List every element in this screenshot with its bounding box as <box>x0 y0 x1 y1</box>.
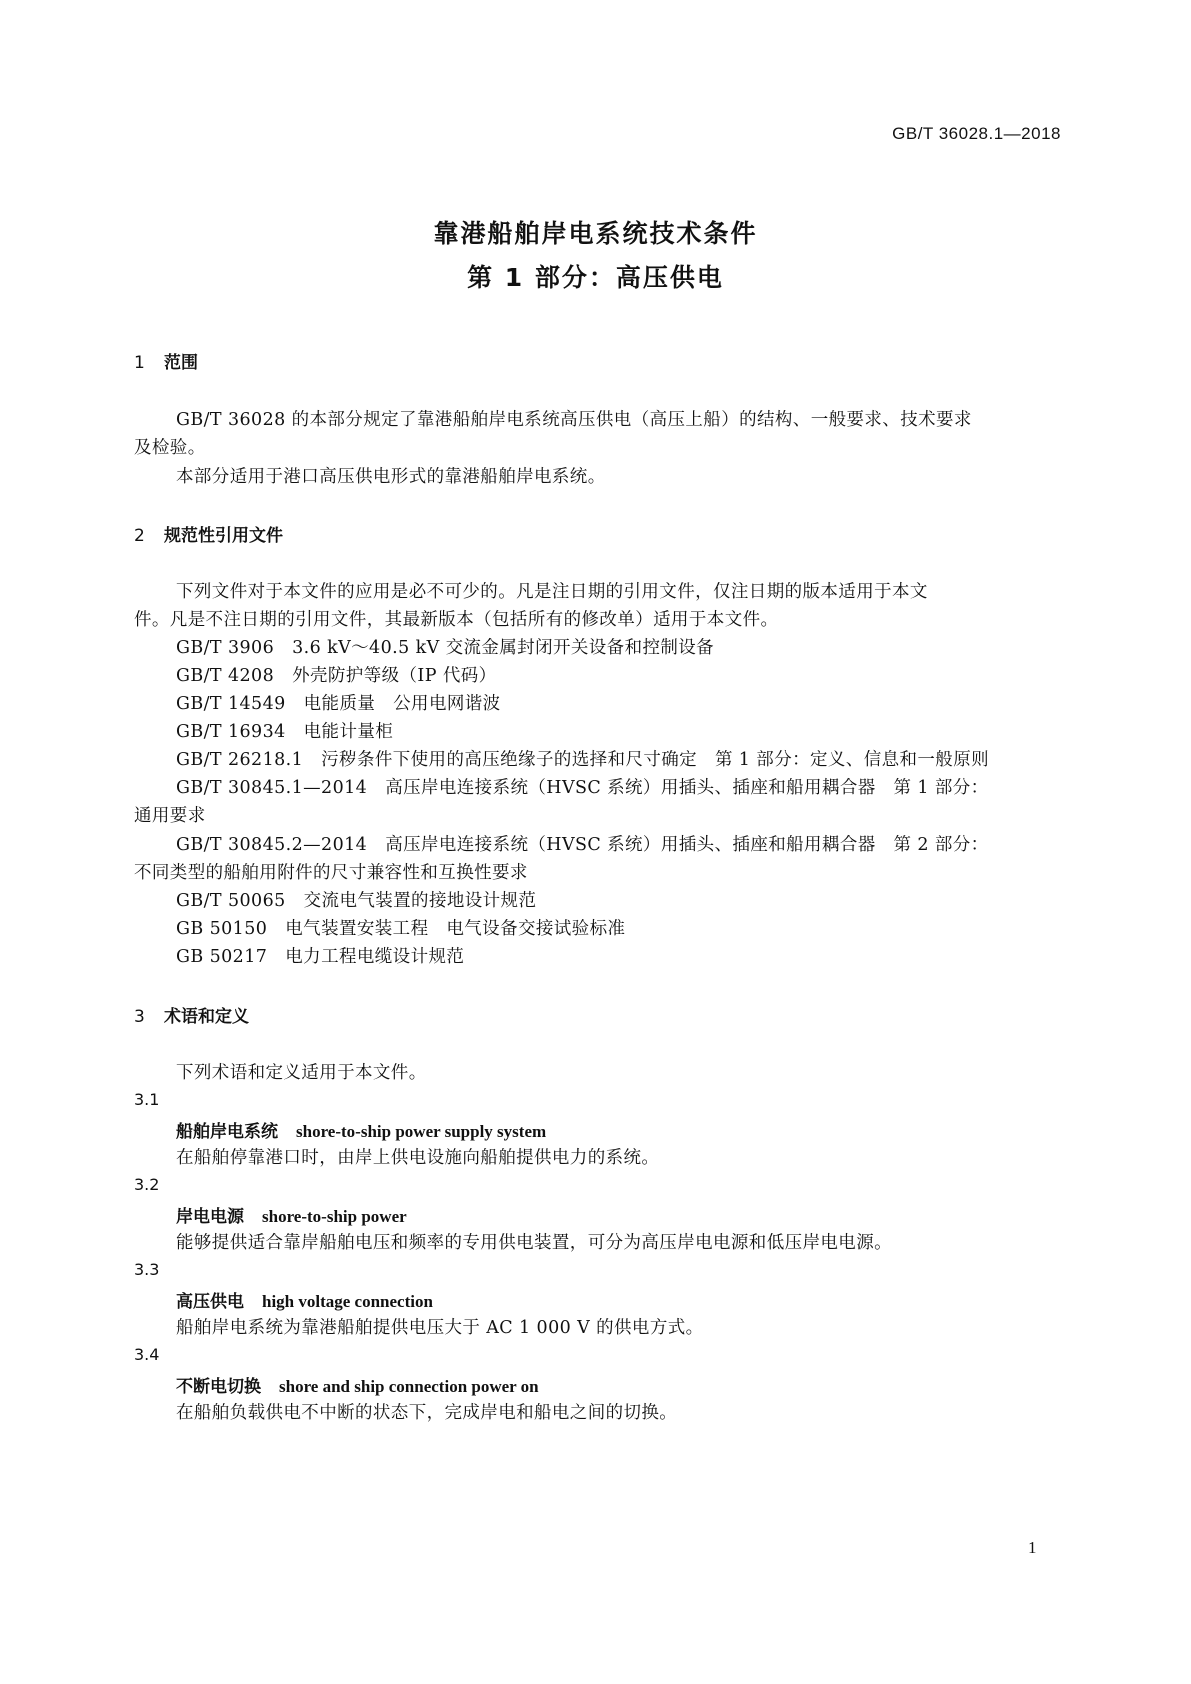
reference-item <box>176 662 497 687</box>
term-entry <box>176 1117 546 1142</box>
paragraph-line: 本部分适用于港口高压供电形式的靠港船舶岸电系统。 <box>176 467 606 487</box>
section-number: 1 <box>134 353 145 373</box>
reference-title: 电能计量柜 <box>303 722 394 742</box>
term-definition: 能够提供适合靠岸船舶电压和频率的专用供电装置，可分为高压岸电电源和低压岸电电源。 <box>176 1233 892 1253</box>
term-zh: 船舶岸电系统 <box>176 1122 278 1142</box>
term-en: high voltage connection <box>262 1292 433 1311</box>
reference-item <box>176 634 714 659</box>
reference-continuation: 不同类型的船舶用附件的尺寸兼容性和互换性要求 <box>134 863 528 883</box>
term-entry <box>176 1287 433 1312</box>
term-zh: 高压供电 <box>176 1292 244 1312</box>
reference-code: GB/T 26218.1 <box>176 750 304 770</box>
term-entry <box>176 1202 407 1227</box>
term-zh: 岸电电源 <box>176 1207 244 1227</box>
reference-item <box>176 915 625 940</box>
term-number: 3.1 <box>134 1090 160 1109</box>
reference-title: 污秽条件下使用的高压绝缘子的选择和尺寸确定 第 1 部分：定义、信息和一般原则 <box>321 750 989 770</box>
term-zh: 不断电切换 <box>176 1377 261 1397</box>
reference-code: GB/T 14549 <box>176 694 286 714</box>
page-number: 1 <box>1028 1538 1037 1557</box>
paragraph-line: 件。凡是不注日期的引用文件，其最新版本（包括所有的修改单）适用于本文件。 <box>134 610 779 630</box>
reference-item <box>176 746 989 771</box>
document-subtitle: 第 1 部分：高压供电 <box>467 263 724 292</box>
reference-item <box>176 690 501 715</box>
reference-item <box>176 943 464 968</box>
reference-continuation: 通用要求 <box>134 806 206 826</box>
term-definition: 船舶岸电系统为靠港船舶提供电压大于 AC 1 000 V 的供电方式。 <box>176 1318 704 1338</box>
paragraph-line: 及检验。 <box>134 438 206 458</box>
section-title: 范围 <box>164 353 198 373</box>
term-definition: 在船舶停靠港口时，由岸上供电设施向船舶提供电力的系统。 <box>176 1148 660 1168</box>
reference-code: GB 50150 <box>176 919 268 939</box>
term-definition: 在船舶负载供电不中断的状态下，完成岸电和船电之间的切换。 <box>176 1403 678 1423</box>
term-number: 3.2 <box>134 1175 160 1194</box>
section-number: 3 <box>134 1007 145 1027</box>
reference-title: 电气装置安装工程 电气设备交接试验标准 <box>285 919 626 939</box>
term-en: shore and ship connection power on <box>279 1377 539 1396</box>
reference-title: 3.6 kV～40.5 kV 交流金属封闭开关设备和控制设备 <box>292 638 715 658</box>
reference-title: 电力工程电缆设计规范 <box>285 947 465 967</box>
term-number: 3.3 <box>134 1260 160 1279</box>
reference-title: 高压岸电连接系统（HVSC 系统）用插头、插座和船用耦合器 第 2 部分： <box>385 835 989 855</box>
document-title: 靠港船舶岸电系统技术条件 <box>433 219 758 248</box>
section-title: 术语和定义 <box>164 1007 249 1027</box>
section-title: 规范性引用文件 <box>164 526 283 546</box>
reference-item <box>176 831 989 856</box>
term-en: shore-to-ship power <box>262 1207 407 1226</box>
reference-item <box>176 718 393 743</box>
reference-code: GB/T 30845.1—2014 <box>176 778 368 798</box>
paragraph-line: GB/T 36028 的本部分规定了靠港船舶岸电系统高压供电（高压上船）的结构、一般要求、技术要求 <box>176 410 972 430</box>
term-en: shore-to-ship power supply system <box>296 1122 547 1141</box>
section-number: 2 <box>134 526 145 546</box>
reference-title: 高压岸电连接系统（HVSC 系统）用插头、插座和船用耦合器 第 1 部分： <box>385 778 989 798</box>
reference-code: GB/T 3906 <box>176 638 275 658</box>
reference-code: GB/T 50065 <box>176 891 286 911</box>
section-2-heading <box>134 521 283 546</box>
reference-code: GB/T 16934 <box>176 722 286 742</box>
reference-title: 交流电气装置的接地设计规范 <box>303 891 537 911</box>
reference-code: GB 50217 <box>176 947 268 967</box>
term-number: 3.4 <box>134 1345 160 1364</box>
section-1-heading <box>134 348 198 373</box>
standard-number: GB/T 36028.1—2018 <box>892 124 1061 143</box>
reference-code: GB/T 4208 <box>176 666 275 686</box>
reference-title: 电能质量 公用电网谐波 <box>303 694 501 714</box>
reference-code: GB/T 30845.2—2014 <box>176 835 368 855</box>
paragraph-line: 下列文件对于本文件的应用是必不可少的。凡是注日期的引用文件，仅注日期的版本适用于本文 <box>176 582 928 602</box>
reference-item <box>176 774 989 799</box>
reference-item <box>176 887 536 912</box>
term-entry <box>176 1372 539 1397</box>
section-3-heading <box>134 1002 249 1027</box>
reference-title: 外壳防护等级（IP 代码） <box>292 666 497 686</box>
paragraph-line: 下列术语和定义适用于本文件。 <box>176 1063 427 1083</box>
